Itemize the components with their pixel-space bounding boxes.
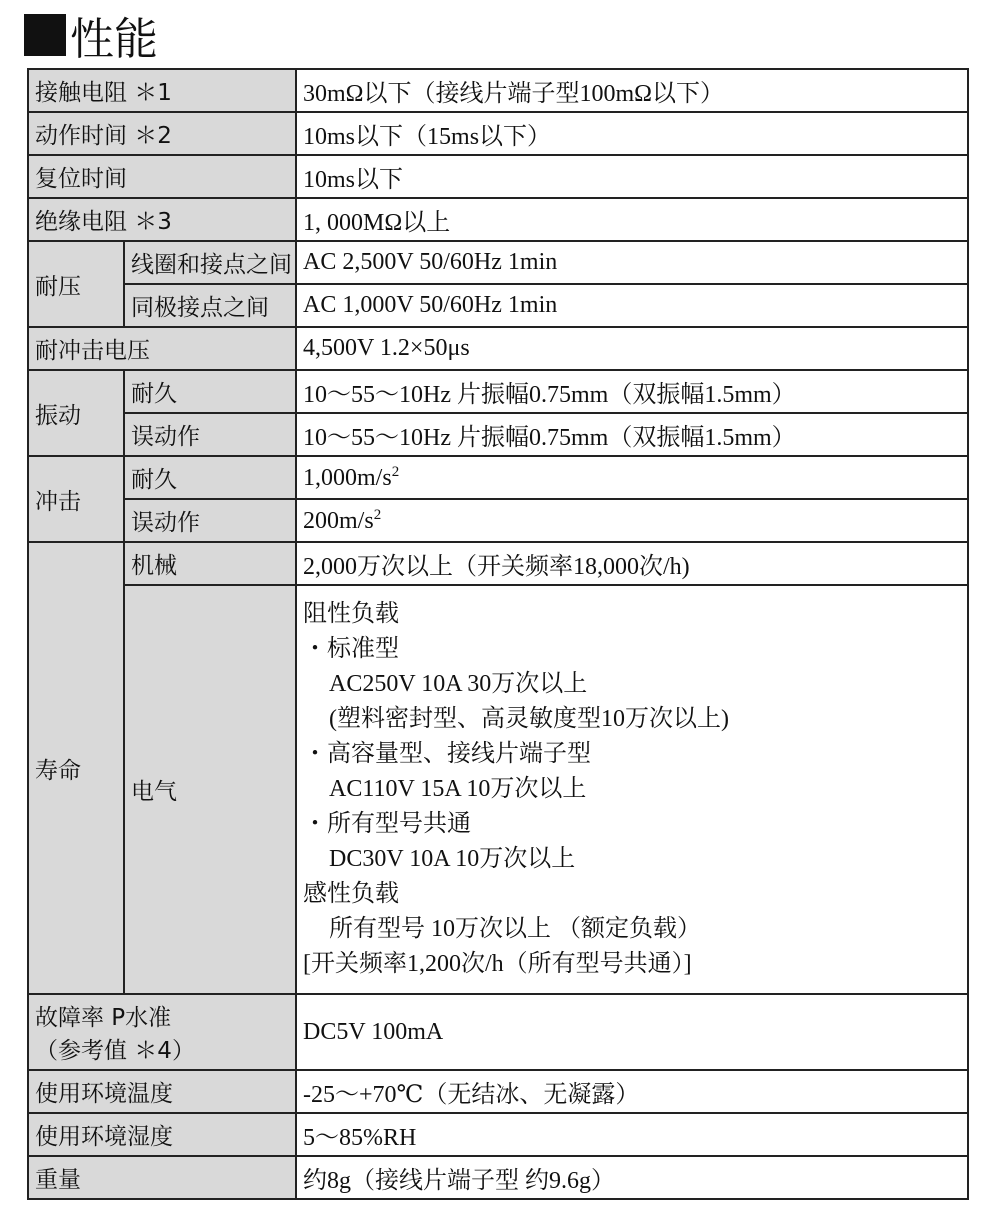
row-value: 1, 000MΩ以上 bbox=[296, 198, 968, 241]
table-row bbox=[28, 456, 968, 499]
table-row bbox=[28, 1113, 968, 1156]
table-row bbox=[28, 542, 968, 585]
table-row bbox=[28, 327, 968, 370]
detail-line: ・标准型 bbox=[303, 636, 400, 662]
group-label: 耐压 bbox=[28, 241, 124, 327]
detail-line: 所有型号 10万次以上 （额定负载） bbox=[329, 916, 702, 942]
row-value: 10ms以下 bbox=[296, 155, 968, 198]
row-label bbox=[28, 994, 296, 1070]
row-label: 同极接点之间 bbox=[124, 284, 296, 327]
table-row bbox=[28, 585, 968, 994]
row-value: 2,000万次以上（开关频率18,000次/h) bbox=[296, 542, 968, 585]
group-label: 冲击 bbox=[28, 456, 124, 542]
value-text: 200m/s bbox=[303, 507, 374, 534]
row-label: 电气 bbox=[124, 585, 296, 994]
row-label: 机械 bbox=[124, 542, 296, 585]
row-label: 动作时间 ＊2 bbox=[28, 112, 296, 155]
detail-line: 感性负载 bbox=[303, 881, 400, 907]
detail-line: (塑料密封型、高灵敏度型10万次以上) bbox=[329, 706, 729, 732]
row-label: 误动作 bbox=[124, 413, 296, 456]
row-label: 使用环境湿度 bbox=[28, 1113, 296, 1156]
group-label: 寿命 bbox=[28, 542, 124, 994]
detail-line: AC250V 10A 30万次以上 bbox=[329, 671, 588, 697]
row-label: 耐冲击电压 bbox=[28, 327, 296, 370]
table-row bbox=[28, 370, 968, 413]
row-value: AC 1,000V 50/60Hz 1min bbox=[296, 284, 968, 327]
table-row bbox=[28, 1070, 968, 1113]
label-line: （参考值 ＊4） bbox=[35, 1038, 195, 1064]
detail-line: ・所有型号共通 bbox=[303, 811, 472, 837]
row-value bbox=[296, 499, 968, 542]
row-label: 绝缘电阻 ＊3 bbox=[28, 198, 296, 241]
performance-spec-table bbox=[27, 68, 969, 1200]
row-value: -25～+70℃（无结冰、无凝露） bbox=[296, 1070, 968, 1113]
table-row bbox=[28, 284, 968, 327]
table-row bbox=[28, 413, 968, 456]
row-value: 10ms以下（15ms以下） bbox=[296, 112, 968, 155]
row-label: 重量 bbox=[28, 1156, 296, 1199]
square-bullet-icon bbox=[24, 14, 66, 56]
superscript: 2 bbox=[373, 506, 382, 523]
row-value: 约8g（接线片端子型 约9.6g） bbox=[296, 1156, 968, 1199]
row-label: 复位时间 bbox=[28, 155, 296, 198]
table-row bbox=[28, 198, 968, 241]
row-label: 耐久 bbox=[124, 456, 296, 499]
detail-line: DC30V 10A 10万次以上 bbox=[329, 846, 576, 872]
table-row bbox=[28, 499, 968, 542]
detail-line: AC110V 15A 10万次以上 bbox=[329, 776, 587, 802]
row-value: 30mΩ以下（接线片端子型100mΩ以下） bbox=[296, 69, 968, 112]
value-text: 1,000m/s bbox=[303, 464, 392, 491]
detail-line: 阻性负载 bbox=[303, 601, 400, 627]
row-label: 线圈和接点之间 bbox=[124, 241, 296, 284]
row-label: 使用环境温度 bbox=[28, 1070, 296, 1113]
row-value: DC5V 100mA bbox=[296, 994, 968, 1070]
superscript: 2 bbox=[391, 463, 400, 480]
group-label: 振动 bbox=[28, 370, 124, 456]
row-label: 接触电阻 ＊1 bbox=[28, 69, 296, 112]
row-value: 5～85%RH bbox=[296, 1113, 968, 1156]
detail-line: [开关频率1,200次/h（所有型号共通）] bbox=[303, 951, 692, 977]
section-title bbox=[24, 6, 158, 64]
label-line: 故障率 P水准 bbox=[35, 1005, 172, 1031]
row-value: 10～55～10Hz 片振幅0.75mm（双振幅1.5mm） bbox=[296, 370, 968, 413]
row-value: 4,500V 1.2×50μs bbox=[296, 327, 968, 370]
detail-line: ・高容量型、接线片端子型 bbox=[303, 741, 592, 767]
row-value: AC 2,500V 50/60Hz 1min bbox=[296, 241, 968, 284]
table-row bbox=[28, 241, 968, 284]
electrical-life-details bbox=[296, 585, 968, 994]
row-label: 耐久 bbox=[124, 370, 296, 413]
table-row bbox=[28, 112, 968, 155]
table-row bbox=[28, 155, 968, 198]
row-label: 误动作 bbox=[124, 499, 296, 542]
section-title-text: 性能 bbox=[70, 14, 158, 65]
table-row bbox=[28, 1156, 968, 1199]
table-row bbox=[28, 994, 968, 1070]
row-value bbox=[296, 456, 968, 499]
row-value: 10～55～10Hz 片振幅0.75mm（双振幅1.5mm） bbox=[296, 413, 968, 456]
table-row bbox=[28, 69, 968, 112]
